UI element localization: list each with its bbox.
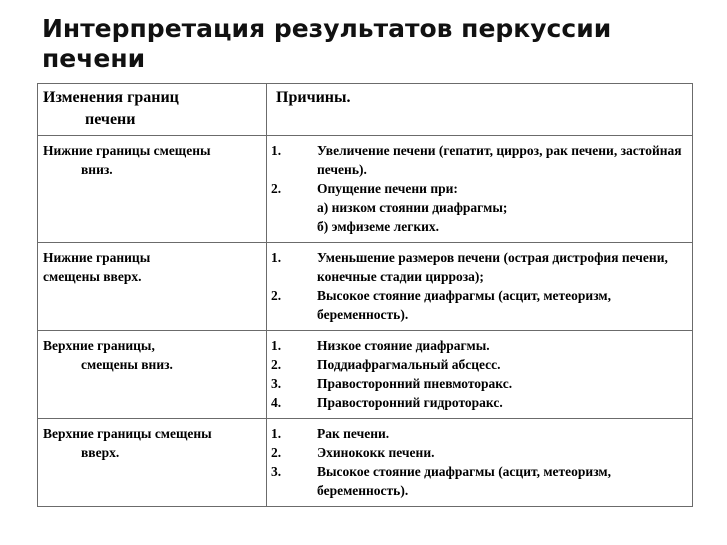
cause-subitem: а) низком стоянии диафрагмы; — [317, 200, 508, 215]
causes-cell — [267, 331, 693, 419]
cause-number: 4. — [271, 395, 282, 410]
cause-item — [271, 248, 688, 286]
cause-text: Правосторонний гидроторакс. — [317, 395, 503, 410]
cause-number: 3. — [271, 464, 282, 479]
cause-number: 2. — [271, 288, 282, 303]
cause-number: 1. — [271, 338, 282, 353]
cause-text: Высокое стояние диафрагмы (асцит, метеоризм, беременность). — [317, 464, 612, 498]
cause-text: Опущение печени при: — [317, 181, 458, 196]
table-header-row — [38, 84, 693, 136]
cause-number: 1. — [271, 250, 282, 265]
cause-number: 1. — [271, 143, 282, 158]
header-changes-line2: печени — [85, 111, 136, 128]
cause-number: 1. — [271, 426, 282, 441]
cause-item — [271, 336, 688, 355]
causes-cell — [267, 419, 693, 507]
condition-line2: смещены вверх. — [43, 269, 142, 284]
cause-number: 2. — [271, 357, 282, 372]
header-changes — [38, 84, 267, 136]
cause-number: 3. — [271, 376, 282, 391]
cause-item — [271, 462, 688, 500]
table-row — [38, 331, 693, 419]
cause-item — [271, 355, 688, 374]
cause-item — [271, 374, 688, 393]
cause-item — [271, 393, 688, 412]
cause-item — [271, 424, 688, 443]
cause-text: Уменьшение размеров печени (острая дистрофия печени, конечные стадии цирроза); — [317, 250, 668, 284]
condition-line2: вверх. — [81, 445, 120, 460]
condition-line1: Верхние границы смещены — [43, 426, 212, 441]
cause-item — [271, 286, 688, 324]
cause-subitem: б) эмфиземе легких. — [317, 219, 440, 234]
condition-line2: смещены вниз. — [81, 357, 173, 372]
condition-cell — [38, 331, 267, 419]
slide-title: Интерпретация результатов перкуссии печени — [42, 14, 612, 73]
condition-line2: вниз. — [81, 162, 113, 177]
cause-text: Рак печени. — [317, 426, 390, 441]
cause-text: Высокое стояние диафрагмы (асцит, метеоризм, беременность). — [317, 288, 612, 322]
cause-text-group — [317, 179, 688, 236]
table-row — [38, 419, 693, 507]
cause-text: Эхинококк печени. — [317, 445, 435, 460]
cause-item — [271, 141, 688, 179]
cause-item — [271, 443, 688, 462]
cause-text: Увеличение печени (гепатит, цирроз, рак печени, застойная печень). — [317, 143, 682, 177]
header-changes-line1: Изменения границ — [43, 89, 179, 106]
header-causes: Причины. — [267, 84, 693, 136]
cause-number: 2. — [271, 181, 282, 196]
causes-cell — [267, 243, 693, 331]
cause-text: Поддиафрагмальный абсцесс. — [317, 357, 501, 372]
cause-number: 2. — [271, 445, 282, 460]
condition-line1: Верхние границы, — [43, 338, 155, 353]
cause-text: Правосторонний пневмоторакс. — [317, 376, 513, 391]
condition-cell — [38, 136, 267, 243]
cause-item — [271, 179, 688, 236]
interpretation-table — [37, 83, 693, 507]
cause-text: Низкое стояние диафрагмы. — [317, 338, 490, 353]
condition-line1: Нижние границы — [43, 250, 151, 265]
condition-cell — [38, 419, 267, 507]
table-row — [38, 243, 693, 331]
condition-cell — [38, 243, 267, 331]
table-row — [38, 136, 693, 243]
condition-line1: Нижние границы смещены — [43, 143, 211, 158]
causes-cell — [267, 136, 693, 243]
